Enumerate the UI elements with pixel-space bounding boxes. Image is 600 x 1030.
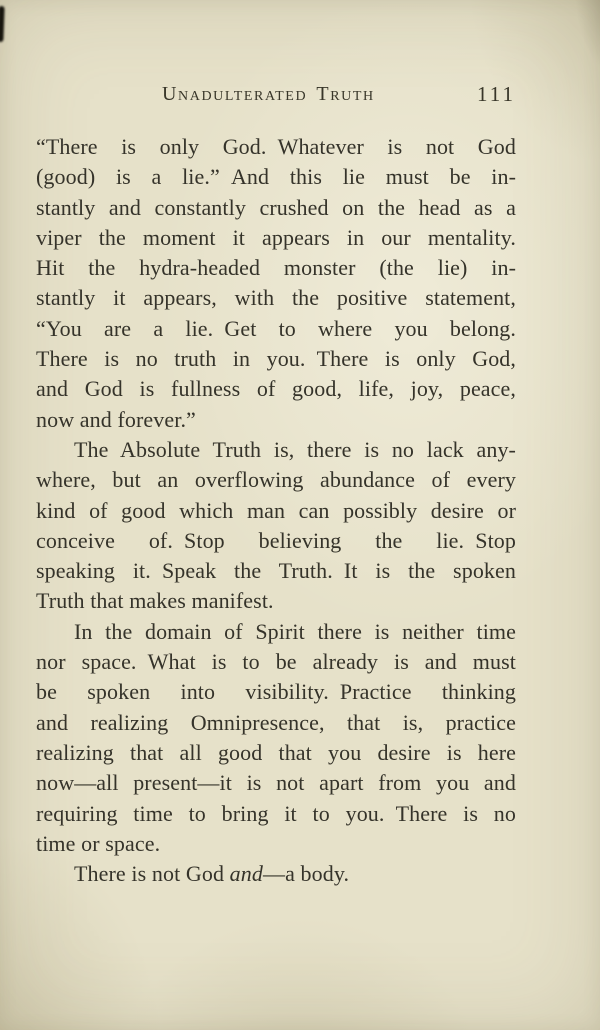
text-line xyxy=(36,768,516,798)
text-line xyxy=(36,496,516,526)
text-line xyxy=(36,132,516,162)
italic-word: and xyxy=(229,861,263,887)
line-text: viper the moment it appears in our mentality. xyxy=(36,224,516,250)
line-text: Truth that makes manifest. xyxy=(36,588,274,614)
running-head xyxy=(0,82,600,108)
line-text: be spoken into visibility. Practice thinking xyxy=(36,679,516,705)
line-text: stantly it appears, with the positive statement, xyxy=(36,285,516,311)
line-text: (good) is a lie.” And this lie must be in- xyxy=(36,164,516,190)
text-line xyxy=(36,253,516,283)
line-text: requiring time to bring it to you. There is no xyxy=(36,800,516,826)
text-line xyxy=(36,283,516,313)
line-text: nor space. What is to be already is and must xyxy=(36,649,516,675)
text-line xyxy=(36,586,516,616)
line-text: time or space. xyxy=(36,830,161,856)
line-text: speaking it. Speak the Truth. It is the spoken xyxy=(36,558,516,584)
line-text: now—all present—it is not apart from you and xyxy=(36,770,516,796)
line-text: realizing that all good that you desire is here xyxy=(36,739,516,765)
text-line xyxy=(36,465,516,495)
text-line xyxy=(36,799,516,829)
text-line xyxy=(36,344,516,374)
text-line xyxy=(36,526,516,556)
line-text: There is not God xyxy=(74,861,230,887)
text-column xyxy=(36,132,516,889)
chapter-title: Unadulterated Truth xyxy=(162,83,375,105)
text-line xyxy=(36,677,516,707)
line-text: “There is only God. Whatever is not God xyxy=(36,134,516,159)
text-line xyxy=(36,617,516,647)
line-text: There is no truth in you. There is only God, xyxy=(36,346,516,372)
line-text: kind of good which man can possibly desire or xyxy=(36,497,516,523)
text-line xyxy=(36,829,516,859)
text-line xyxy=(36,405,516,435)
text-line xyxy=(36,193,516,223)
text-line xyxy=(36,223,516,253)
line-text: The Absolute Truth is, there is no lack any- xyxy=(74,436,516,462)
line-text: and God is fullness of good, life, joy, peace, xyxy=(36,376,516,402)
text-line xyxy=(36,435,516,465)
page-number: 111 xyxy=(477,82,516,106)
text-line xyxy=(36,374,516,404)
line-text: stantly and constantly crushed on the head as a xyxy=(36,194,516,220)
text-line xyxy=(36,556,516,586)
line-text: —a body. xyxy=(262,861,350,887)
line-text: Hit the hydra-headed monster (the lie) in- xyxy=(36,255,516,281)
text-line xyxy=(36,738,516,768)
line-text: and realizing Omnipresence, that is, practice xyxy=(36,709,516,735)
line-text: In the domain of Spirit there is neither time xyxy=(74,618,516,644)
line-text: conceive of. Stop believing the lie. Stop xyxy=(36,527,516,553)
text-line xyxy=(36,314,516,344)
text-line xyxy=(36,708,516,738)
text-line xyxy=(36,647,516,677)
line-text: where, but an overflowing abundance of every xyxy=(36,467,516,493)
line-text: “You are a lie. Get to where you belong. xyxy=(36,315,516,341)
line-text: now and forever.” xyxy=(36,406,196,432)
text-line xyxy=(36,859,516,889)
scan-corner-shade xyxy=(574,0,600,74)
scan-edge-mark xyxy=(0,6,5,42)
text-line xyxy=(36,162,516,192)
